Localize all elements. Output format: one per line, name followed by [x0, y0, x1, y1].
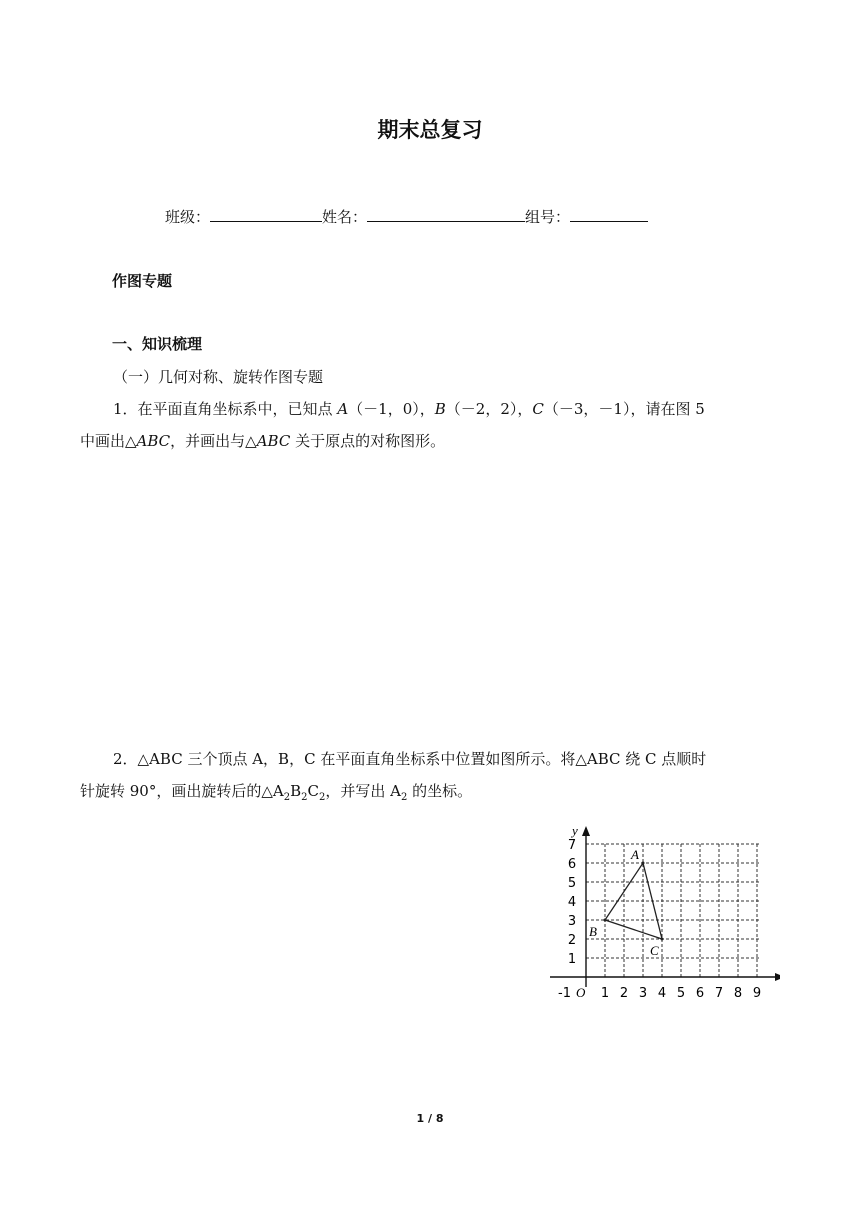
x-tick-label: 5 — [676, 986, 686, 1001]
vertex-point-b — [604, 919, 607, 922]
vertex-label-b: B — [589, 924, 597, 939]
x-tick-label: 9 — [752, 986, 762, 1001]
question-2-line-2: 针旋转 90°，画出旋转后的$\triangle A_2B_2C_2$，并写出 $A_2$ 的坐标。 — [80, 782, 473, 803]
section-heading: 一、知识梳理 — [112, 335, 203, 353]
x-tick-label: 7 — [714, 986, 724, 1001]
question-1-line-2: 中画出△ABC，并画出与△ABC 关于原点的对称图形。 — [80, 432, 446, 450]
student-info-line — [165, 206, 648, 227]
y-axis-label: y — [572, 823, 578, 838]
x-tick-label: 6 — [695, 986, 705, 1001]
question-1-line-1: 1．在平面直角坐标系中，已知点 A（－1，0），B（－2，2），C（－3，－1），请在图 5 — [113, 400, 705, 418]
subsection-heading: （一）几何对称、旋转作图专题 — [113, 368, 324, 386]
name-label: 姓名： — [322, 208, 368, 226]
topic-heading: 作图专题 — [112, 272, 173, 290]
y-axis-arrow — [582, 826, 590, 836]
vertex-point-a — [642, 862, 645, 865]
class-label: 班级： — [165, 208, 211, 226]
vertex-label-c: C — [650, 943, 659, 958]
question-2-line-1: 2．△ABC 三个顶点 A，B，C 在平面直角坐标系中位置如图所示。将△ABC 绕 C 点顺时 — [113, 750, 707, 768]
x-tick-label: -1 — [558, 986, 571, 1001]
vertex-point-c — [661, 938, 664, 941]
y-tick-label: 1 — [567, 952, 577, 967]
y-tick-label: 2 — [567, 933, 577, 948]
x-tick-label: 4 — [657, 986, 667, 1001]
y-tick-label: 7 — [567, 838, 577, 853]
x-axis-arrow — [775, 973, 780, 981]
x-tick-label: 2 — [619, 986, 629, 1001]
x-tick-label: 1 — [600, 986, 610, 1001]
y-tick-label: 6 — [567, 857, 577, 872]
page-title: 期末总复习 — [377, 118, 483, 142]
y-tick-label: 4 — [567, 895, 577, 910]
y-tick-label: 3 — [567, 914, 577, 929]
name-blank — [367, 207, 525, 222]
x-tick-label: 8 — [733, 986, 743, 1001]
class-blank — [210, 207, 322, 222]
x-tick-label: 3 — [638, 986, 648, 1001]
coordinate-grid-figure — [548, 822, 780, 1004]
group-blank — [570, 207, 648, 222]
page-number: 1 / 8 — [416, 1112, 444, 1125]
group-label: 组号： — [525, 208, 571, 226]
vertex-label-a: A — [631, 847, 639, 862]
origin-label: O — [576, 985, 586, 1000]
y-tick-label: 5 — [567, 876, 577, 891]
